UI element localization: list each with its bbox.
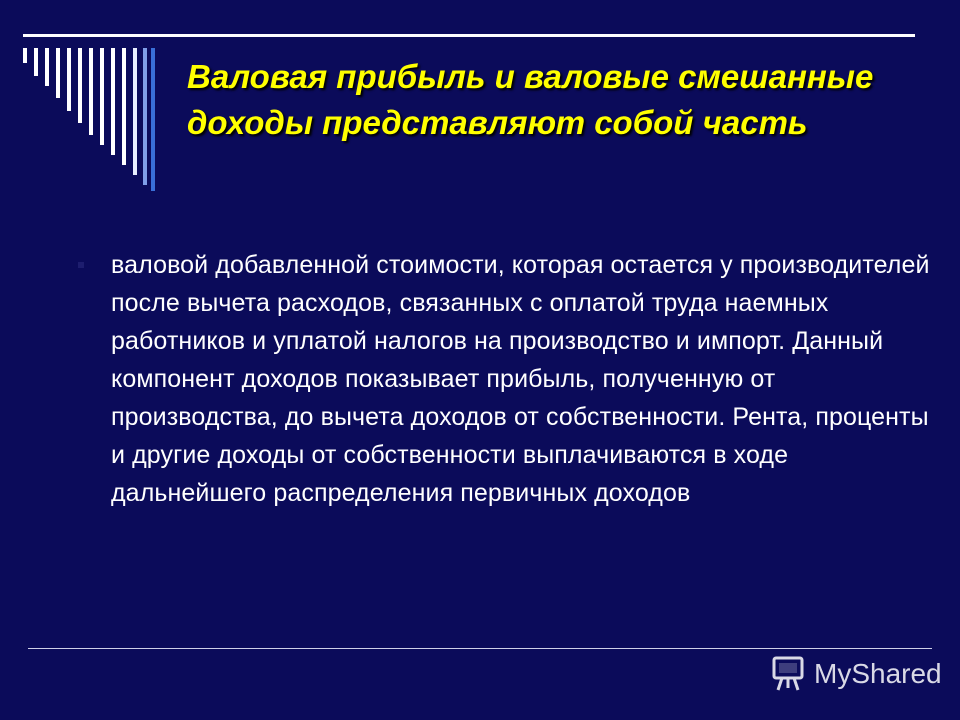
slide-title: Валовая прибыль и валовые смешанные доходы представляют собой часть — [187, 58, 874, 141]
watermark-text: MyShared — [814, 658, 942, 689]
top-rule — [23, 34, 915, 37]
deco-bar — [34, 48, 38, 76]
presentation-board-icon — [768, 654, 808, 694]
deco-bar — [89, 48, 93, 135]
bullet-text: валовой добавленной стоимости, которая остается у производителей после вычета расходов, связанных с оплатой труда наемных работников и уплатой налогов на производство и импорт. Данный компонент доходов показывает прибыль, полученную от производства, до вычета доходов от собственности. Рента, проценты и другие доходы от собственности выплачиваются в ходе дальнейшего распределения первичных доходов — [111, 251, 930, 507]
bottom-rule — [28, 648, 932, 649]
deco-bar — [100, 48, 104, 145]
deco-bar — [45, 48, 49, 86]
watermark — [768, 654, 942, 694]
bullet-marker — [78, 262, 84, 268]
deco-bar — [78, 48, 82, 123]
deco-bar — [143, 48, 147, 185]
deco-bar — [133, 48, 137, 175]
deco-bar — [111, 48, 115, 155]
deco-bar — [67, 48, 71, 111]
deco-bar — [151, 48, 155, 191]
deco-bar — [23, 48, 27, 63]
deco-bar — [56, 48, 60, 98]
deco-bar — [122, 48, 126, 165]
